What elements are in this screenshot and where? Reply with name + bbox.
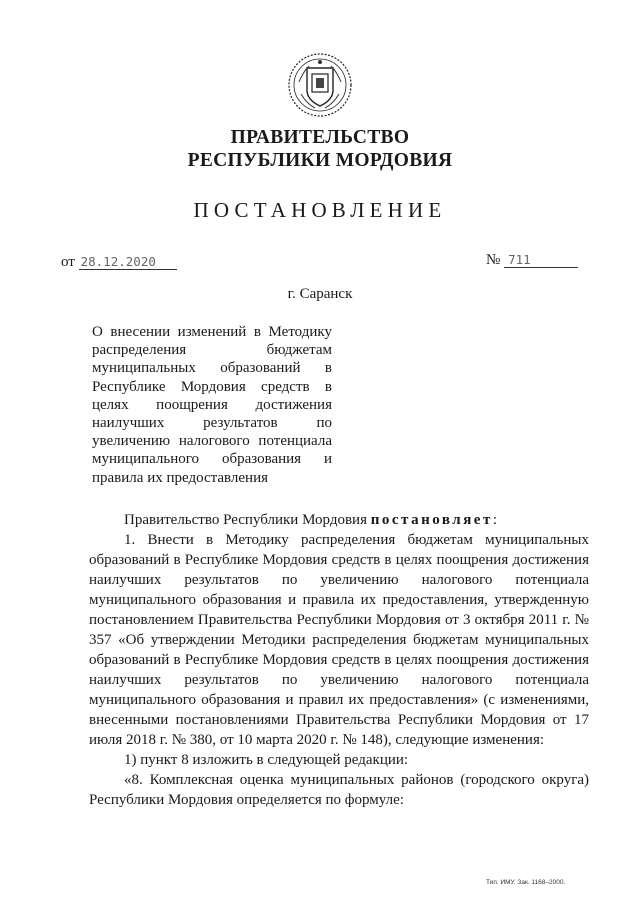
- intro-tail: :: [492, 512, 498, 528]
- document-type-title: ПОСТАНОВЛЕНИЕ: [193, 198, 447, 222]
- intro-lead: Правительство Республики Мордовия: [124, 512, 371, 528]
- print-footer: Тип. ИМУ. Зак. 1168–2000.: [486, 879, 566, 886]
- item-1-paragraph: 1. Внести в Методику распределения бюджетам муниципальных образований в Республике Мордовия средств в целях поощрения достижения наилучших результатов по увеличению налогового потенциала муниципального образования и правила их предоставления, утвержденную постановлением Правительства Республики Мордовия от 3 октября 2011 г. № 357 «Об утверждении Методики распределения бюджетам муниципальных образований в Республике Мордовия средств в целях поощрения достижения наилучших результатов по увеличению налогового потенциала муниципального образования и правил их предоставления» (с изменениями, внесенными постановлениями Правительства Республики Мордовия от 17 июля 2018 г. № 380, от 10 марта 2020 г. № 148), следующие изменения:: [89, 532, 589, 748]
- document-subject: О внесении изменений в Методику распределения бюджетам муниципальных образований в Республике Мордовия средств в целях поощрения достижения наилучших результатов по увеличению налогового потенциала муниципального образования и правила их предоставления: [92, 324, 332, 486]
- number-field: [486, 252, 578, 269]
- intro-paragraph: [89, 510, 589, 530]
- number-prefix: №: [486, 252, 501, 268]
- quoted-paragraph: «8. Комплексная оценка муниципальных районов (городского округа) Республики Мордовия определяется по формуле:: [89, 772, 589, 808]
- intro-action: постановляет: [370, 512, 493, 528]
- date-field: [61, 254, 177, 271]
- coat-of-arms-emblem: [287, 52, 353, 118]
- date-value: 28.12.2020: [79, 254, 177, 270]
- city-name: г. Саранск: [287, 286, 353, 302]
- subitem-1-paragraph: 1) пункт 8 изложить в следующей редакции:: [124, 752, 409, 768]
- document-body: [89, 510, 589, 810]
- date-prefix: от: [61, 254, 75, 270]
- government-title-line2: РЕСПУБЛИКИ МОРДОВИЯ: [187, 150, 453, 171]
- government-title-line1: ПРАВИТЕЛЬСТВО: [230, 127, 410, 148]
- number-value: 711: [504, 252, 578, 268]
